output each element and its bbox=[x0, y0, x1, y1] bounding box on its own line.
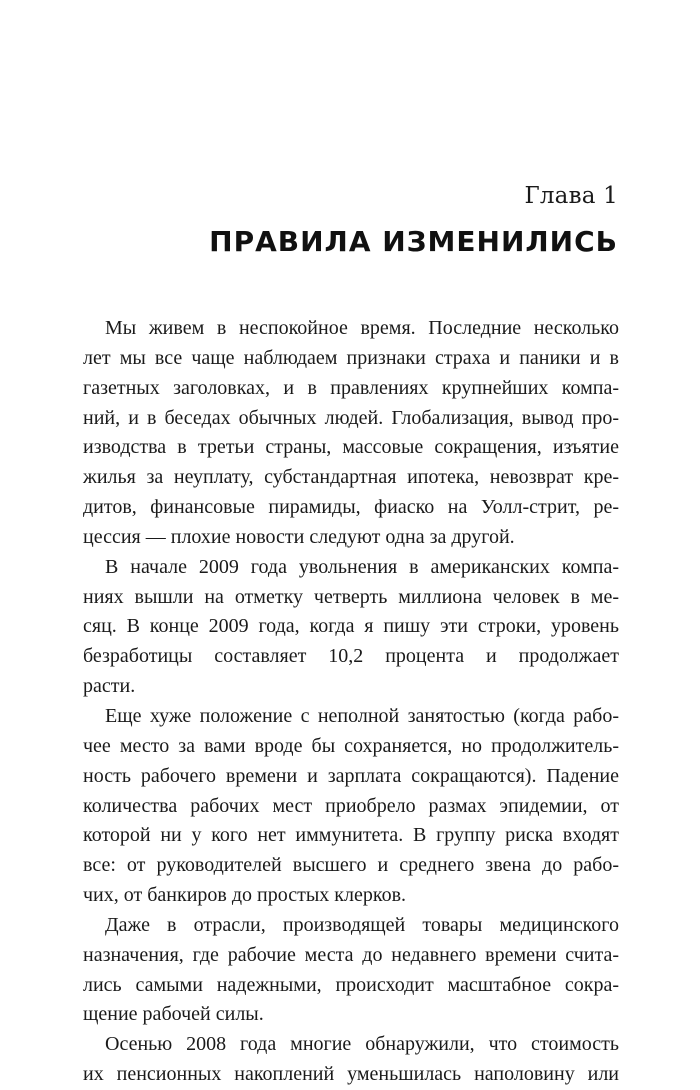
text-line: жилья за неуплату, субстандартная ипотека, невозврат кре- bbox=[83, 466, 619, 489]
text-line: все: от руководителей высшего и среднего звена до рабо- bbox=[83, 854, 619, 877]
text-line: дитов, финансовые пирамиды, фиаско на Уолл-стрит, ре- bbox=[83, 496, 619, 519]
text-line: цессия — плохие новости следуют одна за другой. bbox=[83, 525, 515, 548]
text-line: Осенью 2008 года многие обнаружили, что стоимость bbox=[105, 1033, 619, 1056]
body-text bbox=[83, 314, 619, 1090]
paragraph bbox=[83, 553, 619, 702]
text-line: лись самыми надежными, происходит масштабное сокра- bbox=[83, 973, 619, 996]
chapter-number: Глава 1 bbox=[524, 183, 618, 209]
text-line: Мы живем в неспокойное время. Последние несколько bbox=[105, 317, 619, 339]
text-line: ний, и в беседах обычных людей. Глобализация, вывод про- bbox=[83, 406, 619, 429]
text-line: Еще хуже положение с неполной занятостью (когда рабо- bbox=[105, 704, 619, 727]
text-line: ность рабочего времени и зарплата сокращаются). Падение bbox=[83, 764, 619, 787]
text-line: которой ни у кого нет иммунитета. В группу риска входят bbox=[83, 824, 619, 847]
text-line: газетных заголовках, и в правлениях крупнейших компа- bbox=[83, 376, 619, 399]
paragraph bbox=[83, 1030, 619, 1090]
text-line: лет мы все чаще наблюдаем признаки страха и паники и в bbox=[83, 346, 619, 369]
text-line: В начале 2009 года увольнения в американских компа- bbox=[105, 555, 619, 578]
paragraph bbox=[83, 314, 619, 553]
text-line: чих, от банкиров до простых клерков. bbox=[83, 884, 407, 907]
text-line: расти. bbox=[83, 675, 136, 698]
text-line: Даже в отрасли, производящей товары медицинского bbox=[105, 913, 619, 936]
text-line: сяц. В конце 2009 года, когда я пишу эти строки, уровень bbox=[83, 615, 619, 638]
text-line: безработицы составляет 10,2 процента и продолжает bbox=[83, 645, 619, 668]
paragraph bbox=[83, 702, 619, 911]
text-line: щение рабочей силы. bbox=[83, 1003, 264, 1026]
chapter-title: ПРАВИЛА ИЗМЕНИЛИСЬ bbox=[209, 225, 618, 258]
paragraph bbox=[83, 911, 619, 1030]
text-line: количества рабочих мест приобрело размах эпидемии, от bbox=[83, 794, 619, 817]
text-line: чее место за вами вроде бы сохраняется, но продолжитель- bbox=[83, 734, 619, 757]
text-line: назначения, где рабочие места до недавнего времени счита- bbox=[83, 943, 619, 966]
text-line: изводства в третьи страны, массовые сокращения, изъятие bbox=[83, 436, 619, 459]
text-line: их пенсионных накоплений уменьшилась наполовину или bbox=[83, 1063, 619, 1086]
text-line: ниях вышли на отметку четверть миллиона человек в ме- bbox=[83, 585, 619, 608]
